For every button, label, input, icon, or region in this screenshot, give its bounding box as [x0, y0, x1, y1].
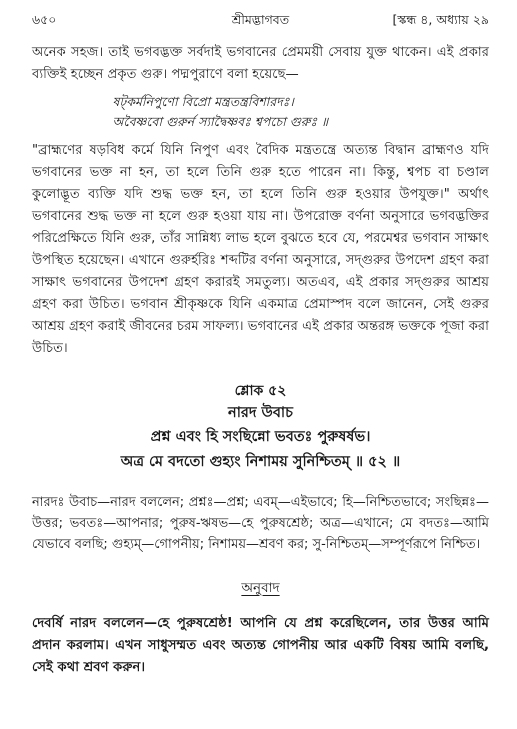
intro-paragraph: অনেক সহজ। তাই ভগবদ্ভক্ত সর্বদাই ভগবানের প্রেমময়ী সেবায় যুক্ত থাকেন। এই প্রকার ব্যক্তিই হচ্ছেন প্রকৃত গুরু। পদ্মপুরাণে বলা হয়েছে—: [32, 45, 489, 82]
verse-line-2: অত্র মে বদতো গুহ্যং নিশাময় সুনিশ্চিতম্ ॥ ৫২ ॥: [120, 454, 401, 470]
sloka-label: শ্লোক ৫২: [234, 383, 287, 399]
purport-paragraph: "ব্রাহ্মণের ষড়বিধ কর্মে যিনি নিপুণ এবং বৈদিক মন্ত্রতন্ত্রে অত্যন্ত বিদ্বান ব্রাহ্মণও যদি ভগবানের ভক্ত না হন, তা হলে তিনি গুরু হতে পারেন না। কিন্তু, শ্বপচ বা চণ্ডাল কুলোদ্ভূত ব্যক্তি যদি শুদ্ধ ভক্ত হন, তা হলে তিনি গুরু হওয়ার উপযুক্ত।" অর্থাৎ ভগবানের শুদ্ধ ভক্ত না হলে গুরু হওয়া যায় না। উপরোক্ত বর্ণনা অনুসারে ভগবদ্ভক্তির পরিপ্রেক্ষিতে যিনি গুরু, তাঁর সান্নিধ্য লাভ হলে বুঝতে হবে যে, পরমেশ্বর ভগবান সাক্ষাৎ উপস্থিত হয়েছেন। এখানে গুরুর্হরিঃ শব্দটির বর্ণনা অনুসারে, সদ্গুরুর উপদেশ গ্রহণ করা সাক্ষাৎ ভগবানের উপদেশ গ্রহণ করারই সমতুল্য। অতএব, এই প্রকার সদ্গুরুর আশ্রয় গ্রহণ করা উচিত। ভগবান শ্রীকৃষ্ণকে যিনি একমাত্র প্রেমাস্পদ বলে জানেন, সেই গুরুর আশ্রয় গ্রহণ করাই জীবনের চরম সাফল্য। ভগবানের এই প্রকার অন্তরঙ্গ ভক্তকে পূজা করা উচিত।: [32, 143, 489, 356]
verse-line-1: প্রশ্ন এবং হি সংছিন্নো ভবতঃ পুরুষর্ষভ।: [150, 429, 371, 445]
running-header: [32, 12, 489, 32]
page-body: [32, 42, 489, 679]
page-number: ৬৫০: [32, 12, 57, 27]
sloka-speaker: নারদ উবাচ: [228, 405, 293, 421]
book-title: শ্রীমদ্ভাগবত: [231, 12, 290, 27]
sanskrit-quote: [32, 92, 489, 132]
translation-paragraph: দেবর্ষি নারদ বললেন—হে পুরুষশ্রেষ্ঠ! আপনি যে প্রশ্ন করেছিলেন, তার উত্তর আমি প্রদান করলাম। এখন সাধুসম্মত এবং অত্যন্ত গোপনীয় আর একটি বিষয় আমি বলছি, সেই কথা শ্রবণ করুন।: [32, 616, 489, 675]
chapter-location: [স্কন্ধ ৪, অধ্যায় ২৯: [392, 12, 489, 27]
word-synonyms: নারদঃ উবাচ—নারদ বললেন; প্রশ্নঃ—প্রশ্ন; এবম্—এইভাবে; হি—নিশ্চিতভাবে; সংছিন্নঃ—উত্তর; ভবতঃ—আপনার; পুরুষ-ঋষভ—হে পুরুষশ্রেষ্ঠ; অত্র—এখানে; মে বদতঃ—আমি যেভাবে বলছি; গুহ্যম্—গোপনীয়; নিশাময়—শ্রবণ কর; সু-নিশ্চিতম্—সম্পূর্ণরূপে নিশ্চিত।: [32, 495, 489, 552]
quote-line-1: ষট্‌কর্মনিপুণো বিপ্রো মন্ত্রতন্ত্রবিশারদঃ।: [112, 94, 294, 109]
quote-line-2: অবৈষ্ণবো গুরুর্ন স্যাদ্বৈষ্ণবঃ শ্বপচো গুরুঃ ॥: [112, 114, 329, 129]
translation-heading: অনুবাদ: [241, 580, 280, 596]
